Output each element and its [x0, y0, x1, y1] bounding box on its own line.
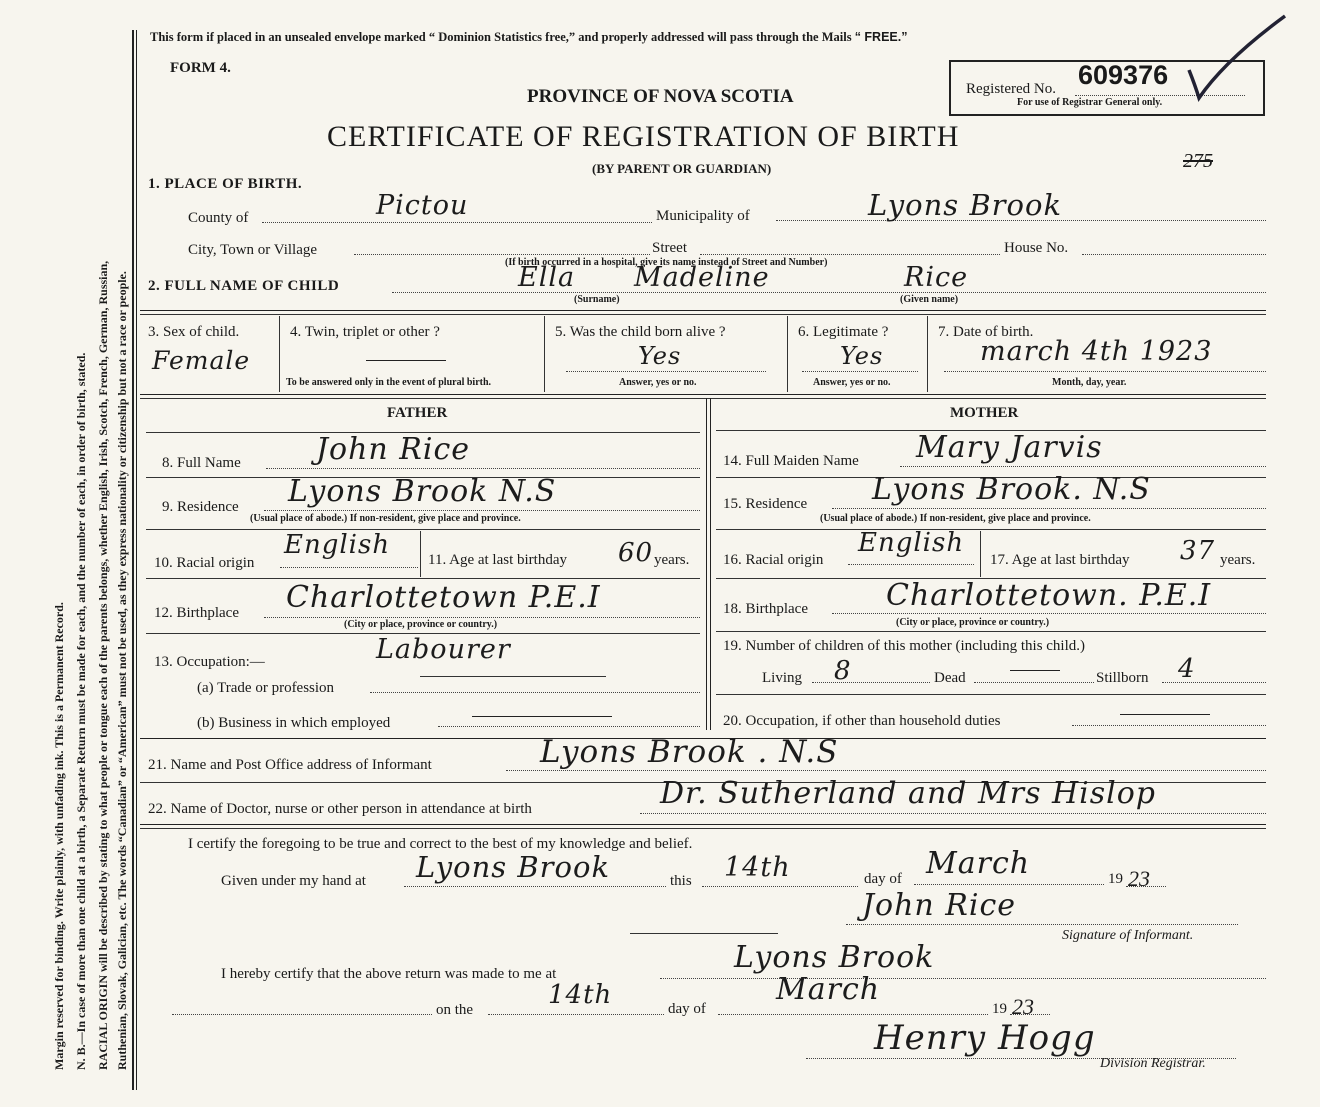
on-the-lead-line: [172, 1014, 432, 1015]
legitimate-label: 6. Legitimate ?: [798, 324, 889, 340]
given-name-caption: (Given name): [900, 294, 959, 305]
informant-signature-line: [846, 924, 1238, 925]
mother-name-value: Mary Jarvis: [916, 430, 1103, 465]
registrar-signature: Henry Hogg: [874, 1018, 1096, 1058]
mother-residence-line: [832, 508, 1266, 509]
margin-note-2: N. B.—In case of more than one child at a birth, a Separate Return must be made for each, and the number of each, in order of birth, stated.: [74, 352, 88, 1070]
margin-note-1: Margin reserved for binding. Write plainly, with unfading ink. This is a Permanent Record.: [52, 602, 66, 1070]
rule-certify-top: [140, 824, 1266, 825]
occupation-value: Labourer: [376, 634, 511, 665]
county-line: [262, 222, 652, 223]
rule-top-grid-2: [140, 314, 1266, 315]
father-age-value: 60: [618, 538, 654, 568]
registrar-general-note: For use of Registrar General only.: [1017, 97, 1163, 108]
free-note-text: This form if placed in an unsealed envelope marked “ Dominion Statistics free,” and properly addressed will pass through the Mails: [150, 30, 852, 44]
twin-note: To be answered only in the event of plural birth.: [286, 377, 492, 388]
born-alive-line: [566, 371, 766, 372]
given-day-value: 14th: [724, 852, 791, 883]
registrar-month-line: [718, 1014, 988, 1015]
doctor-label: 22. Name of Doctor, nurse or other person in attendance at birth: [148, 801, 532, 817]
dead-dash: [1010, 670, 1060, 671]
business-line: [438, 726, 700, 727]
margin-note-3: RACIAL ORIGIN will be described by stating to what people or tongue each of the parents belongs, whether English, Irish, Scotch, French, German, Russian,: [96, 260, 110, 1070]
father-race-label: 10. Racial origin: [154, 555, 255, 571]
father-residence-value: Lyons Brook N.S: [288, 474, 557, 509]
father-race-line: [280, 567, 418, 568]
margin-rule-inner: [136, 30, 137, 1090]
father-heading: FATHER: [387, 405, 448, 421]
margin-note-4: Ruthenian, Slovak, Galician, etc. The words “Canadian” or “American” must not be used, as they express nationality or citizenship but not a race or people.: [115, 271, 129, 1070]
registrar-year-prefix: 19: [992, 1001, 1007, 1017]
father-race-value: English: [284, 530, 391, 560]
given-month-value: March: [926, 846, 1031, 881]
rule-top-grid: [140, 310, 1266, 311]
registered-no-label: Registered No.: [966, 81, 1056, 97]
children-count-label: 19. Number of children of this mother (including this child.): [723, 638, 1086, 654]
corner-number: 275: [1183, 150, 1213, 172]
mother-name-line: [900, 466, 1266, 467]
municipality-value: Lyons Brook: [868, 188, 1063, 222]
divider-6: [927, 316, 928, 392]
informant-value: Lyons Brook . N.S: [540, 734, 839, 770]
father-birthplace-line: [264, 617, 700, 618]
registered-number: 609376: [1078, 60, 1169, 90]
registrar-statement: I hereby certify that the above return was made to me at: [221, 966, 557, 982]
doctor-line: [640, 813, 1266, 814]
business-dash: [472, 716, 612, 717]
city-line: [354, 254, 650, 255]
registrar-day-value: 14th: [548, 980, 613, 1010]
mother-residence-note: (Usual place of abode.) If non-resident, give place and province.: [820, 513, 1091, 524]
registrar-year-line: [1010, 1014, 1050, 1015]
county-value: Pictou: [376, 190, 469, 221]
doctor-value: Dr. Sutherland and Mrs Hislop: [660, 776, 1157, 811]
county-label: County of: [188, 210, 249, 226]
mother-race-value: English: [858, 528, 965, 558]
dob-label: 7. Date of birth.: [938, 324, 1034, 340]
business-label: (b) Business in which employed: [197, 715, 391, 731]
born-alive-note: Answer, yes or no.: [619, 377, 697, 388]
rule-mother-2: [716, 529, 1266, 530]
rule-parents-top: [140, 394, 1266, 395]
on-the-label: on the: [436, 1002, 474, 1018]
street-label: Street: [652, 240, 687, 256]
check-mark-icon: [1185, 10, 1295, 110]
rule-father-2: [146, 529, 700, 530]
child-name-part2: Madeline: [634, 262, 770, 293]
given-place-value: Lyons Brook: [416, 850, 611, 884]
divider-5: [787, 316, 788, 392]
given-month-line: [914, 884, 1104, 885]
mother-age-label: 17. Age at last birthday: [990, 552, 1130, 568]
child-name-part3: Rice: [904, 262, 969, 293]
sex-label: 3. Sex of child.: [148, 324, 240, 340]
father-birthplace-label: 12. Birthplace: [154, 605, 239, 621]
occupation-underline: [420, 676, 606, 677]
dob-note: Month, day, year.: [1052, 377, 1127, 388]
province-heading: PROVINCE OF NOVA SCOTIA: [527, 86, 794, 107]
rule-mother-5: [716, 694, 1266, 695]
mother-residence-label: 15. Residence: [723, 496, 808, 512]
born-alive-value: Yes: [638, 342, 682, 370]
registrar-year-value: 23: [1012, 994, 1034, 1019]
mother-age-years: years.: [1220, 552, 1256, 568]
house-no-label: House No.: [1004, 240, 1069, 256]
father-birthplace-note: (City or place, province or country.): [344, 619, 498, 630]
child-name-label: 2. FULL NAME OF CHILD: [148, 278, 340, 294]
place-of-birth-label: 1. PLACE OF BIRTH.: [148, 176, 303, 192]
mother-race-label: 16. Racial origin: [723, 552, 824, 568]
mother-birthplace-note: (City or place, province or country.): [896, 617, 1050, 628]
rule-certify-top-2: [140, 828, 1266, 829]
dob-line: [944, 371, 1266, 372]
municipality-label: Municipality of: [656, 208, 750, 224]
given-under-hand-label: Given under my hand at: [221, 873, 366, 889]
registrar-month-value: March: [776, 972, 881, 1007]
mother-birthplace-line: [832, 613, 1266, 614]
house-no-line: [1082, 254, 1266, 255]
rule-parents-top-2: [140, 398, 1266, 399]
father-name-value: John Rice: [316, 432, 471, 467]
parents-divider: [706, 398, 707, 730]
legitimate-note: Answer, yes or no.: [813, 377, 891, 388]
division-registrar-label: Division Registrar.: [1100, 1056, 1206, 1071]
mother-name-label: 14. Full Maiden Name: [723, 453, 859, 469]
city-label: City, Town or Village: [188, 242, 318, 258]
certificate-title: CERTIFICATE OF REGISTRATION OF BIRTH: [327, 120, 960, 153]
street-line: [700, 254, 1000, 255]
father-residence-label: 9. Residence: [162, 499, 239, 515]
father-age-label: 11. Age at last birthday: [428, 552, 567, 568]
informant-label: 21. Name and Post Office address of Informant: [148, 757, 432, 773]
given-place-line: [404, 886, 666, 887]
this-label: this: [670, 873, 692, 889]
stillborn-value: 4: [1178, 654, 1196, 684]
mother-occupation-label: 20. Occupation, if other than household duties: [723, 713, 1001, 729]
registrar-place-line: [660, 978, 1266, 979]
mother-birthplace-value: Charlottetown. P.E.I: [886, 578, 1212, 613]
sex-value: Female: [152, 346, 251, 375]
mother-age-value: 37: [1180, 536, 1216, 566]
given-day-line: [702, 886, 858, 887]
registrar-day-of-label: day of: [668, 1001, 706, 1017]
given-year-value: 23: [1128, 866, 1150, 891]
informant-signature-rule: [630, 933, 778, 934]
divider-3: [279, 316, 280, 392]
certify-statement: I certify the foregoing to be true and correct to the best of my knowledge and belief.: [188, 836, 693, 852]
surname-caption: (Surname): [574, 294, 620, 305]
living-value: 8: [834, 656, 852, 686]
trade-label: (a) Trade or profession: [197, 680, 335, 696]
mother-birthplace-label: 18. Birthplace: [723, 601, 808, 617]
mother-residence-value: Lyons Brook. N.S: [872, 472, 1151, 507]
legitimate-line: [802, 371, 918, 372]
margin-rule: [132, 30, 134, 1090]
free-word: “ FREE.”: [854, 30, 908, 44]
free-postage-note: [150, 30, 907, 45]
given-year-line: [1126, 886, 1166, 887]
mother-heading: MOTHER: [950, 405, 1019, 421]
rule-mother-4: [716, 631, 1266, 632]
father-birthplace-value: Charlottetown P.E.I: [286, 580, 601, 615]
child-name-part1: Ella: [518, 262, 576, 293]
divider-4: [544, 316, 545, 392]
trade-line: [370, 692, 700, 693]
registrar-place-value: Lyons Brook: [734, 940, 935, 975]
twin-dash: [366, 360, 446, 361]
mother-occupation-line: [1072, 725, 1266, 726]
day-of-label: day of: [864, 871, 902, 887]
father-race-divider: [420, 531, 421, 577]
occupation-label: 13. Occupation:—: [154, 654, 265, 670]
father-name-line: [266, 468, 700, 469]
hospital-note: (If birth occurred in a hospital, give its name instead of Street and Number): [505, 257, 828, 268]
legitimate-value: Yes: [840, 342, 884, 370]
registrar-day-line: [488, 1014, 664, 1015]
mother-race-line: [848, 564, 974, 565]
informant-signature: John Rice: [862, 888, 1017, 923]
mother-race-divider: [980, 531, 981, 577]
dead-label: Dead: [934, 670, 966, 686]
form-number: FORM 4.: [170, 60, 231, 76]
certificate-subtitle: (BY PARENT OR GUARDIAN): [592, 161, 772, 176]
mother-occupation-dash: [1120, 714, 1210, 715]
father-name-label: 8. Full Name: [162, 455, 241, 471]
informant-line: [506, 770, 1266, 771]
given-year-prefix: 19: [1108, 871, 1123, 887]
born-alive-label: 5. Was the child born alive ?: [555, 324, 726, 340]
father-age-years: years.: [654, 552, 690, 568]
signature-of-informant-label: Signature of Informant.: [1062, 928, 1194, 943]
living-line: [812, 682, 930, 683]
rule-father-3: [146, 578, 700, 579]
parents-divider-2: [710, 398, 711, 730]
father-residence-line: [264, 510, 700, 511]
father-residence-note: (Usual place of abode.) If non-resident, give place and province.: [250, 513, 521, 524]
stillborn-label: Stillborn: [1096, 670, 1149, 686]
dob-value: march 4th 1923: [980, 336, 1213, 367]
twin-label: 4. Twin, triplet or other ?: [290, 324, 440, 340]
dead-line: [974, 682, 1094, 683]
living-label: Living: [762, 670, 802, 686]
